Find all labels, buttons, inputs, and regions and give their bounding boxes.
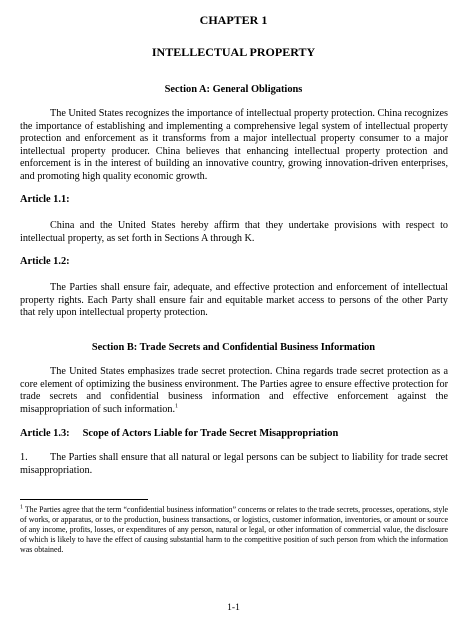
section-b-intro-text: The United States emphasizes trade secret protection. China regards trade secret protection as a core element of optimizing the business environment. The Parties agree to ensure effective protection for trade secrets and confidential business information and effective enforcement against the misappropriation of such information. xyxy=(20,366,448,415)
footnote-number: 1 xyxy=(20,504,23,511)
article-1-2-text: The Parties shall ensure fair, adequate, and effective protection and enforcement of intellectual property rights. Each Party shall ensure fair and equitable market access to persons of the other Party that rely upon intellectual property protection. xyxy=(20,282,448,318)
chapter-label: CHAPTER 1 xyxy=(199,13,268,27)
article-1-3-item-number: 1. xyxy=(20,452,28,463)
article-1-3-item-text: The Parties shall ensure that all natural or legal persons can be subject to liability for trade secret misappropriation. xyxy=(20,452,448,476)
section-a-intro: The United States recognizes the importance of intellectual property protection. China recognizes the importance of establishing and implementing a comprehensive legal system of intellectual property protection and enforcement as it transforms from a major intellectual property consumer to a major intellectual property producer. China believes that enhancing intellectual property protection and enforcement is in the interest of building an innovative country, growing innovation-driven enterprises, and promoting high quality economic growth. xyxy=(20,108,448,182)
footnote-ref: 1 xyxy=(175,403,179,410)
footnote xyxy=(20,505,448,555)
article-1-3-item xyxy=(20,452,448,477)
article-1-2-heading: Article 1.2: xyxy=(20,256,70,267)
section-b-intro xyxy=(20,366,448,416)
section-a-heading: Section A: General Obligations xyxy=(164,84,303,95)
footnote-divider xyxy=(20,499,148,500)
chapter-title: INTELLECTUAL PROPERTY xyxy=(151,45,316,59)
section-b-heading: Section B: Trade Secrets and Confidential Business Information xyxy=(91,342,376,353)
article-1-1-text: China and the United States hereby affirm that they undertake provisions with respect to intellectual property, as set forth in Sections A through K. xyxy=(20,220,448,244)
page-number: 1-1 xyxy=(227,603,240,613)
footnote-text: The Parties agree that the term “confidential business information” concerns or relates to the trade secrets, processes, operations, style of works, or apparatus, or to the production, business transactions, or logistics, customer information, inventories, or amount or source of any income, profits, losses, or expenditures of any person, natural or legal, or other information of commercial value, the disclosure of which is likely to have the effect of causing substantial harm to the competitive position of such person from which the information was obtained. xyxy=(20,505,448,554)
article-1-1-heading: Article 1.1: xyxy=(20,194,70,205)
article-1-3-heading: Article 1.3: Scope of Actors Liable for Trade Secret Misappropriation xyxy=(20,428,339,439)
